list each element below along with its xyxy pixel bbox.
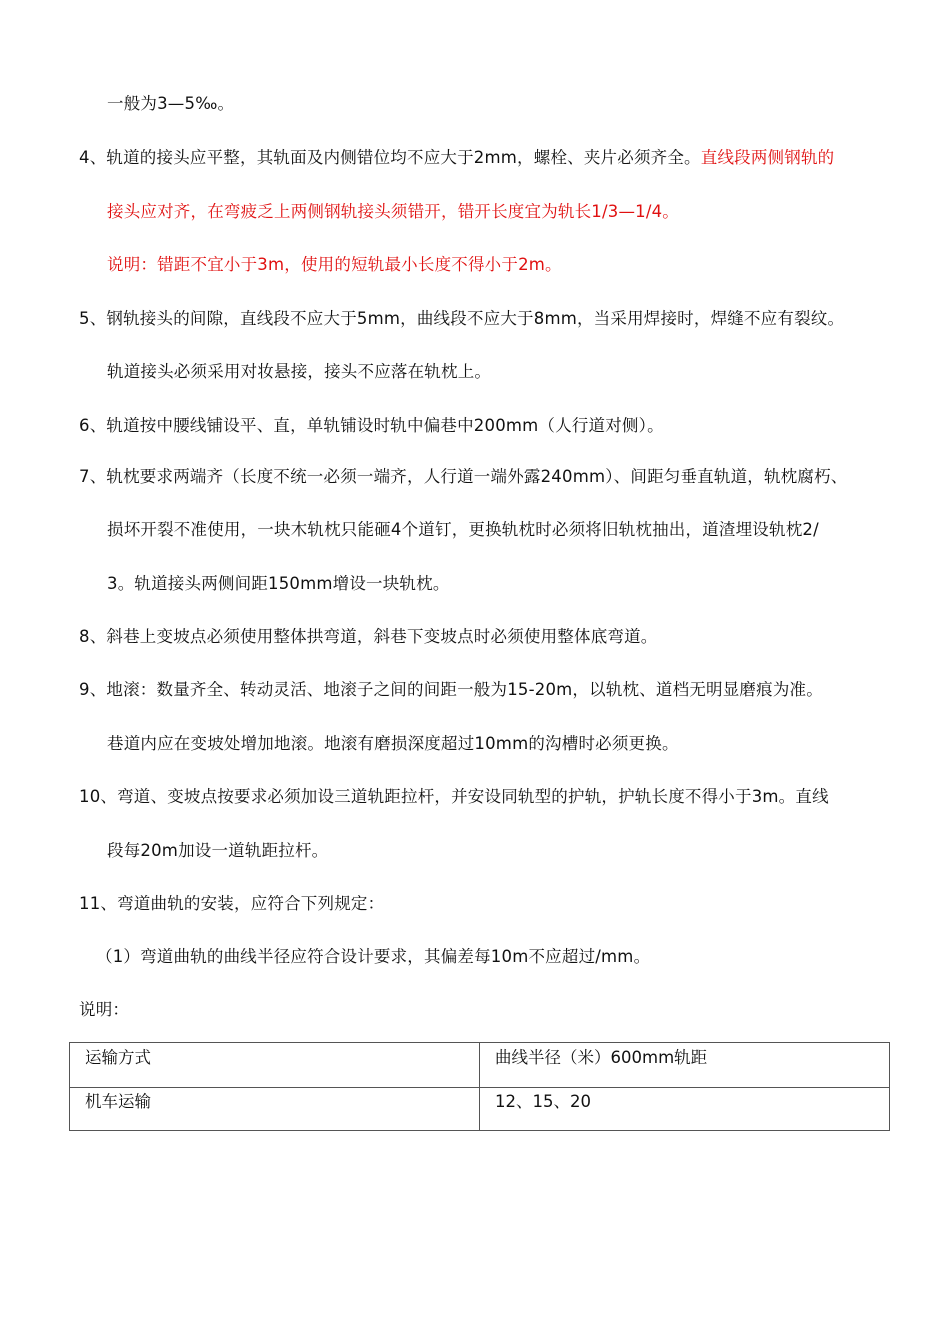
note-label: 说明： (79, 1000, 130, 1019)
item-9-text: 9、地滚：数量齐全、转动灵活、地滚子之间的间距一般为15-20m，以轨枕、道档无明显磨痕为准。 (79, 680, 823, 699)
item-7-text: 7、轨枕要求两端齐（长度不统一必须一端齐，人行道一端外露240mm）、间距匀垂直轨道，轨枕腐朽、 (79, 467, 848, 486)
item-10-text: 10、弯道、变坡点按要求必须加设三道轨距拉杆，并安设同轨型的护轨，护轨长度不得小于3m。直线 (79, 787, 829, 806)
item-7-text-cont2: 3。轨道接头两侧间距150mm增设一块轨枕。 (107, 574, 450, 593)
item-9-text-cont: 巷道内应在变坡处增加地滚。地滚有磨损深度超过10mm的沟槽时必须更换。 (107, 734, 679, 753)
table-header-cell: 运输方式 (70, 1043, 480, 1087)
item-8-text: 8、斜巷上变坡点必须使用整体拱弯道，斜巷下变坡点时必须使用整体底弯道。 (79, 627, 658, 646)
item-4-highlight: 直线段两侧钢轨的 (700, 148, 835, 167)
item-4-normal: 4、轨道的接头应平整，其轨面及内侧错位均不应大于2mm，螺栓、夹片必须齐全。 (79, 148, 701, 167)
item-11-text: 11、弯道曲轨的安装，应符合下列规定： (79, 894, 385, 913)
item-5-text: 5、钢轨接头的间隙，直线段不应大于5mm，曲线段不应大于8mm，当采用焊接时，焊缝不应有裂纹。 (79, 309, 845, 328)
item-4-highlight-cont: 接头应对齐，在弯疲乏上两侧钢轨接头须错开，错开长度宜为轨长1/3—1/4。 (107, 202, 680, 221)
table-header-cell: 曲线半径（米）600mm轨距 (495, 1048, 708, 1067)
spec-table (69, 1042, 890, 1131)
table-header-row (70, 1043, 889, 1088)
table-cell: 机车运输 (70, 1087, 480, 1130)
item-11-sub-1: （1）弯道曲轨的曲线半径应符合设计要求，其偏差每10m不应超过/mm。 (96, 947, 651, 966)
item-4-note: 说明：错距不宜小于3m，使用的短轨最小长度不得小于2m。 (107, 255, 562, 274)
item-5-text-cont: 轨道接头必须采用对妆悬接，接头不应落在轨枕上。 (107, 362, 492, 381)
item-4-text (79, 147, 834, 169)
text-line: 一般为3—5‰。 (107, 94, 235, 113)
table-row (70, 1087, 889, 1130)
item-7-text-cont: 损坏开裂不准使用，一块木轨枕只能砸4个道钉，更换轨枕时必须将旧轨枕抽出，道渣埋设轨枕2/ (107, 520, 819, 539)
item-6-text: 6、轨道按中腰线铺设平、直，单轨铺设时轨中偏巷中200mm（人行道对侧）。 (79, 416, 664, 435)
table-cell: 12、15、20 (495, 1092, 591, 1111)
item-10-text-cont: 段每20m加设一道轨距拉杆。 (107, 841, 329, 860)
